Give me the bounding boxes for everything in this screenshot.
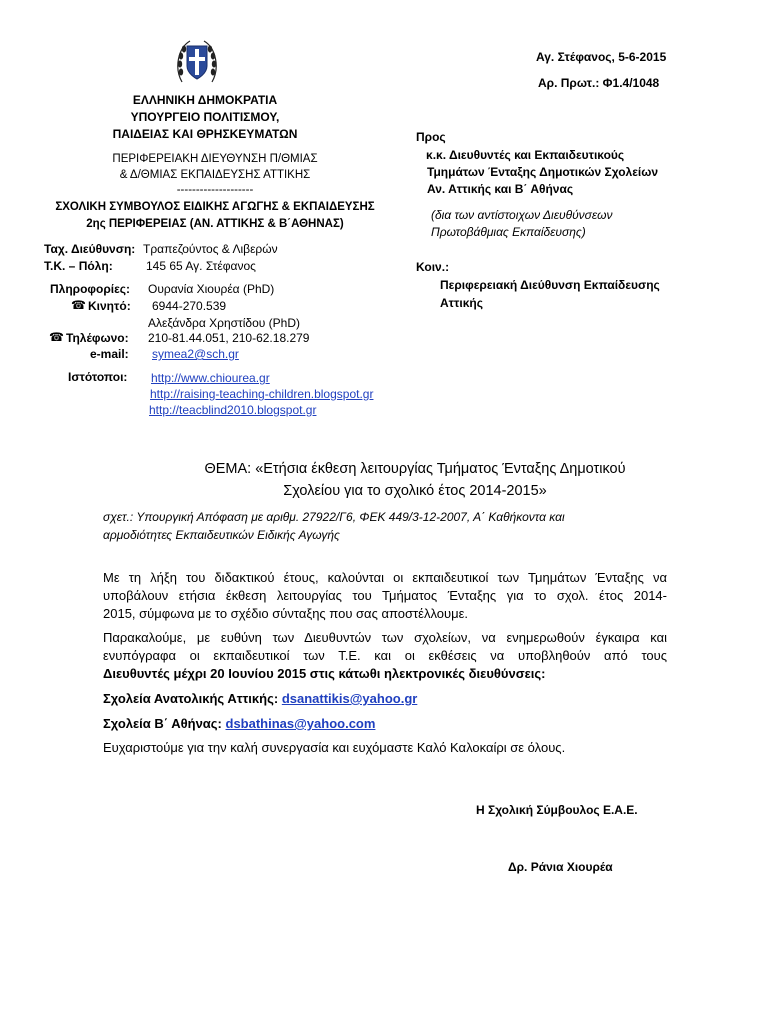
- mobile-label: Κινητό:: [88, 299, 131, 313]
- body-p2-line-1: Παρακαλούμε, με ευθύνη των Διευθυντών των σχολείων, να ενημερωθούν έγκαιρα και: [103, 630, 667, 645]
- mobile-value: 6944-270.539: [152, 299, 227, 313]
- subject-line-2: Σχολείου για το σχολικό έτος 2014-2015»: [283, 483, 547, 499]
- header-line-1: ΕΛΛΗΝΙΚΗ ΔΗΜΟΚΡΑΤΙΑ: [132, 93, 278, 107]
- email-link[interactable]: symea2@sch.gr: [152, 347, 239, 361]
- body-paragraph-1: [103, 569, 667, 623]
- to-note-2: Πρωτοβάθμιας Εκπαίδευσης): [431, 225, 586, 239]
- signatory-name: Δρ. Ράνια Χιουρέα: [508, 860, 613, 874]
- reference-line-2: αρμοδιότητες Εκπαιδευτικών Ειδικής Αγωγής: [103, 528, 340, 542]
- header-line-4: ΠΕΡΙΦΕΡΕΙΑΚΗ ΔΙΕΥΘΥΝΣΗ Π/ΘΜΙΑΣ: [112, 153, 318, 165]
- body-p1-line-1: Με τη λήξη του διδακτικού έτους, καλούνται οι εκπαιδευτικοί των Τμημάτων Ένταξης να: [103, 570, 667, 585]
- postal-address-value: Τραπεζούντος & Λιβερών: [143, 242, 278, 256]
- body-p1-line-3: 2015, σύμφωνα με το σχέδιο σύνταξης που σας αποστέλλουμε.: [103, 606, 468, 621]
- header-line-3: ΠΑΙΔΕΙΑΣ ΚΑΙ ΘΡΗΣΚΕΥΜΑΤΩΝ: [112, 127, 298, 141]
- b-athens-label: Σχολεία Β΄ Αθήνας:: [103, 716, 226, 731]
- b-athens-row: [103, 716, 375, 731]
- body-p1-line-2: υποβάλουν ετήσια έκθεση λειτουργίας του Τμήματος Ένταξης για το σχολ. έτος 2014-: [103, 588, 667, 603]
- websites-label: Ιστότοποι:: [68, 370, 128, 384]
- header-line-7: ΣΧΟΛΙΚΗ ΣΥΜΒΟΥΛΟΣ ΕΙΔΙΚΗΣ ΑΓΩΓΗΣ & ΕΚΠΑΙΔΕΥΣΗΣ: [55, 201, 375, 213]
- to-line-3: Αν. Αττικής και Β΄ Αθήνας: [427, 182, 574, 196]
- header-line-5: & Δ/ΘΜΙΑΣ ΕΚΠΑΙΔΕΥΣΗΣ ΑΤΤΙΚΗΣ: [119, 169, 311, 181]
- info-label: Πληροφορίες:: [50, 282, 131, 296]
- second-contact-person: Αλεξάνδρα Χρηστίδου (PhD): [148, 316, 301, 330]
- city-label: Τ.Κ. – Πόλη:: [44, 259, 113, 273]
- b-athens-email-link[interactable]: dsbathinas@yahoo.com: [225, 716, 376, 731]
- to-label: Προς: [416, 130, 446, 144]
- website-link-chiourea[interactable]: http://www.chiourea.gr: [151, 371, 270, 385]
- east-attica-row: [103, 691, 417, 706]
- reference-line-1: σχετ.: Υπουργική Απόφαση με αριθμ. 27922/Γ6, ΦΕΚ 449/3-12-2007, Α΄ Καθήκοντα και: [103, 510, 565, 524]
- website-link-teacblind[interactable]: http://teacblind2010.blogspot.gr: [149, 403, 317, 417]
- phone-label: Τηλέφωνο:: [66, 331, 129, 345]
- greek-emblem-icon: [176, 38, 218, 86]
- phone-icon: ☎: [49, 330, 64, 344]
- cc-label: Κοιν.:: [416, 260, 450, 274]
- body-p2-line-2: ενυπόγραφα οι εκπαιδευτικοί των Τ.Ε. και οι εκθέσεις να υποβληθούν από τους: [103, 648, 667, 663]
- postal-address-label: Ταχ. Διεύθυνση:: [44, 242, 136, 256]
- email-label: e-mail:: [90, 347, 129, 361]
- info-value: Ουρανία Χιουρέα (PhD): [148, 282, 275, 296]
- east-attica-email-link[interactable]: dsanattikis@yahoo.gr: [281, 691, 418, 706]
- header-line-2: ΥΠΟΥΡΓΕΙΟ ΠΟΛΙΤΙΣΜΟΥ,: [130, 110, 280, 124]
- protocol-number: Αρ. Πρωτ.: Φ1.4/1048: [538, 76, 660, 90]
- city-value: 145 65 Αγ. Στέφανος: [146, 259, 256, 273]
- to-line-2: Τμημάτων Ένταξης Δημοτικών Σχολείων: [427, 165, 659, 179]
- east-attica-label: Σχολεία Ανατολικής Αττικής:: [103, 691, 282, 706]
- date-line: Αγ. Στέφανος, 5-6-2015: [536, 50, 667, 64]
- header-divider: --------------------: [176, 184, 254, 196]
- header-line-8: 2ης ΠΕΡΙΦΕΡΕΙΑΣ (ΑΝ. ΑΤΤΙΚΗΣ & Β΄ΑΘΗΝΑΣ): [86, 218, 344, 230]
- body-paragraph-2: [103, 629, 667, 683]
- signatory-role: Η Σχολική Σύμβουλος Ε.Α.Ε.: [476, 803, 638, 817]
- thanks-line: Ευχαριστούμε για την καλή συνεργασία και ευχόμαστε Καλό Καλοκαίρι σε όλους.: [103, 740, 566, 755]
- cc-line-1: Περιφερειακή Διεύθυνση Εκπαίδευσης: [440, 278, 660, 292]
- subject-line-1: ΘΕΜΑ: «Ετήσια έκθεση λειτουργίας Τμήματος Ένταξης Δημοτικού: [204, 461, 626, 477]
- cc-line-2: Αττικής: [440, 296, 483, 310]
- website-link-raising-teaching[interactable]: http://raising-teaching-children.blogspot.gr: [150, 387, 374, 401]
- phone-icon: ☎: [71, 298, 86, 312]
- body-p2-line-3: Διευθυντές μέχρι 20 Ιουνίου 2015 στις κάτωθι ηλεκτρονικές διευθύνσεις:: [103, 666, 546, 681]
- to-note-1: (δια των αντίστοιχων Διευθύνσεων: [431, 208, 613, 222]
- to-line-1: κ.κ. Διευθυντές και Εκπαιδευτικούς: [426, 148, 625, 162]
- phone-value: 210-81.44.051, 210-62.18.279: [148, 331, 310, 345]
